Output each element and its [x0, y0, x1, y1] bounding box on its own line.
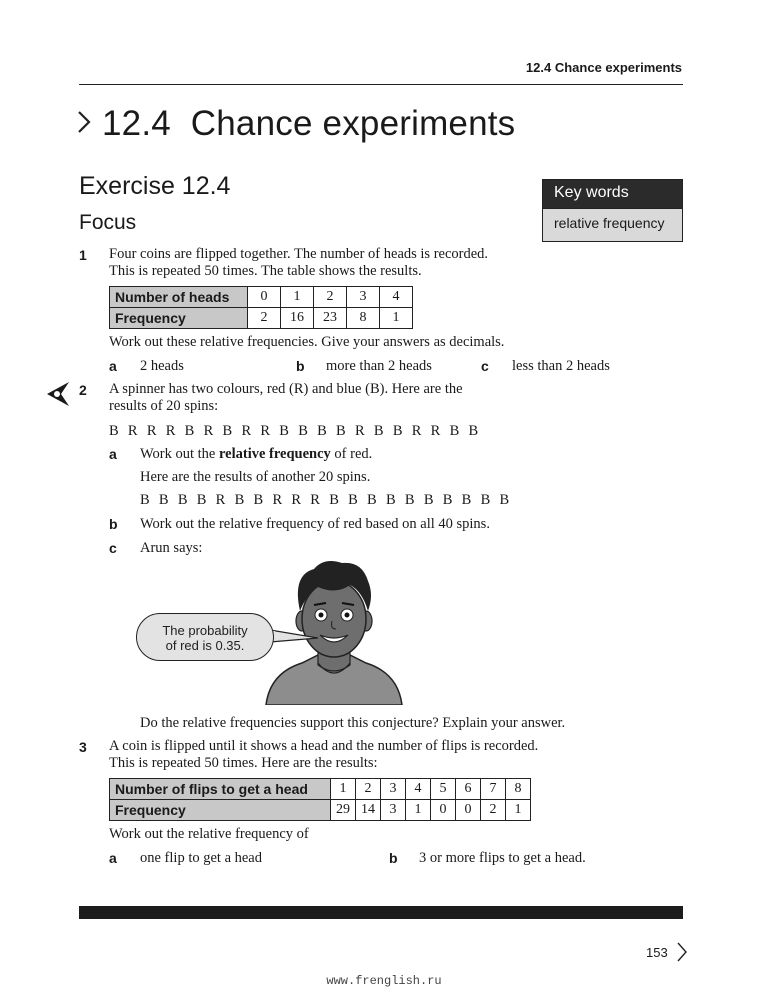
key-term: relative frequency — [218, 446, 331, 462]
question-1-number: 1 — [79, 247, 87, 263]
focus-heading: Focus — [79, 211, 137, 234]
page-number — [646, 942, 687, 965]
speech-bubble-tail — [270, 628, 320, 653]
q3-part-a-text: one flip to get a head — [140, 850, 262, 866]
table-cell: 2 — [248, 308, 281, 329]
q2-part-c-question: Do the relative frequencies support this conjecture? Explain your answer. — [140, 715, 566, 731]
q1-part-b-text: more than 2 heads — [326, 358, 432, 374]
table-cell: 29 — [331, 800, 356, 821]
q1-instruction: Work out these relative frequencies. Give your answers as decimals. — [109, 334, 505, 350]
q1-part-c-text: less than 2 heads — [512, 358, 610, 374]
question-3-number: 3 — [79, 739, 87, 755]
q2-spins-next-20: B B B B R B B R R R B B B B B B B B B B — [140, 492, 510, 508]
table-cell: 0 — [248, 287, 281, 308]
q1-line2: This is repeated 50 times. The table shows the results. — [109, 263, 422, 279]
q1-frequency-table — [109, 286, 413, 329]
question-2-number: 2 — [79, 382, 87, 398]
challenge-icon — [45, 380, 73, 413]
chevron-right-icon — [677, 942, 687, 965]
speech-line-1: The probability — [162, 623, 248, 638]
q2-part-a-pre: Work out the — [140, 446, 219, 462]
section-title — [76, 104, 515, 144]
q2-part-a-text — [140, 446, 372, 463]
question-1-text — [109, 246, 488, 280]
q3-part-b-text: 3 or more flips to get a head. — [419, 850, 586, 866]
question-3-text — [109, 738, 538, 772]
table-cell: 1 — [331, 779, 356, 800]
table-cell: 4 — [380, 287, 413, 308]
table-row — [110, 308, 413, 329]
table-cell: 5 — [431, 779, 456, 800]
table-cell: 2 — [356, 779, 381, 800]
q2-part-c-label: c — [109, 540, 117, 556]
q2-more-results: Here are the results of another 20 spins. — [140, 469, 371, 485]
q2-part-a-post: of red. — [330, 446, 373, 462]
key-words-box — [542, 179, 683, 242]
table-row-header: Number of flips to get a head — [110, 779, 331, 800]
q3-part-b-label: b — [389, 850, 398, 866]
table-row — [110, 287, 413, 308]
q3-part-a-label: a — [109, 850, 117, 866]
table-cell: 0 — [431, 800, 456, 821]
table-row — [110, 779, 531, 800]
footer-url: www.frenglish.ru — [326, 974, 442, 988]
section-number: 12.4 — [102, 104, 171, 143]
q3-frequency-table — [109, 778, 531, 821]
table-row-header: Number of heads — [110, 287, 248, 308]
table-cell: 1 — [406, 800, 431, 821]
header-rule — [79, 84, 683, 85]
speech-bubble — [136, 613, 274, 661]
q2-line2: results of 20 spins: — [109, 398, 219, 414]
key-words-heading: Key words — [543, 180, 682, 208]
q3-line2: This is repeated 50 times. Here are the results: — [109, 755, 378, 771]
section-name: Chance experiments — [190, 104, 516, 143]
chevron-right-icon — [76, 104, 102, 144]
q1-part-a-label: a — [109, 358, 117, 374]
table-cell: 2 — [314, 287, 347, 308]
q2-part-b-text: Work out the relative frequency of red based on all 40 spins. — [140, 516, 490, 532]
table-cell: 8 — [347, 308, 380, 329]
table-cell: 1 — [281, 287, 314, 308]
table-cell: 14 — [356, 800, 381, 821]
table-cell: 8 — [506, 779, 531, 800]
table-row — [110, 800, 531, 821]
table-row-header: Frequency — [110, 308, 248, 329]
key-word-item: relative frequency — [543, 208, 682, 241]
q2-part-b-label: b — [109, 516, 118, 532]
q2-part-a-label: a — [109, 446, 117, 462]
table-cell: 4 — [406, 779, 431, 800]
q2-spins-first-20: B R R R B R B R R B B B B R B B R R B B — [109, 423, 479, 439]
question-2-text — [109, 381, 463, 415]
q1-part-a-text: 2 heads — [140, 358, 184, 374]
q1-line1: Four coins are flipped together. The number of heads is recorded. — [109, 246, 489, 262]
q3-line1: A coin is flipped until it shows a head and the number of flips is recorded. — [109, 738, 539, 754]
table-cell: 23 — [314, 308, 347, 329]
exercise-title: Exercise 12.4 — [79, 172, 231, 200]
speech-line-2: of red is 0.35. — [165, 638, 245, 653]
table-cell: 3 — [381, 779, 406, 800]
footer-bar — [79, 906, 683, 919]
q1-part-c-label: c — [481, 358, 489, 374]
q3-instruction: Work out the relative frequency of — [109, 826, 309, 842]
q1-part-b-label: b — [296, 358, 305, 374]
table-cell: 1 — [380, 308, 413, 329]
table-row-header: Frequency — [110, 800, 331, 821]
table-cell: 16 — [281, 308, 314, 329]
q2-part-c-text: Arun says: — [140, 540, 203, 556]
table-cell: 6 — [456, 779, 481, 800]
table-cell: 7 — [481, 779, 506, 800]
page-number-text: 153 — [646, 944, 668, 960]
q2-line1: A spinner has two colours, red (R) and blue (B). Here are the — [109, 381, 463, 397]
table-cell: 3 — [381, 800, 406, 821]
table-cell: 3 — [347, 287, 380, 308]
table-cell: 0 — [456, 800, 481, 821]
running-head: 12.4 Chance experiments — [525, 60, 682, 75]
table-cell: 1 — [506, 800, 531, 821]
table-cell: 2 — [481, 800, 506, 821]
